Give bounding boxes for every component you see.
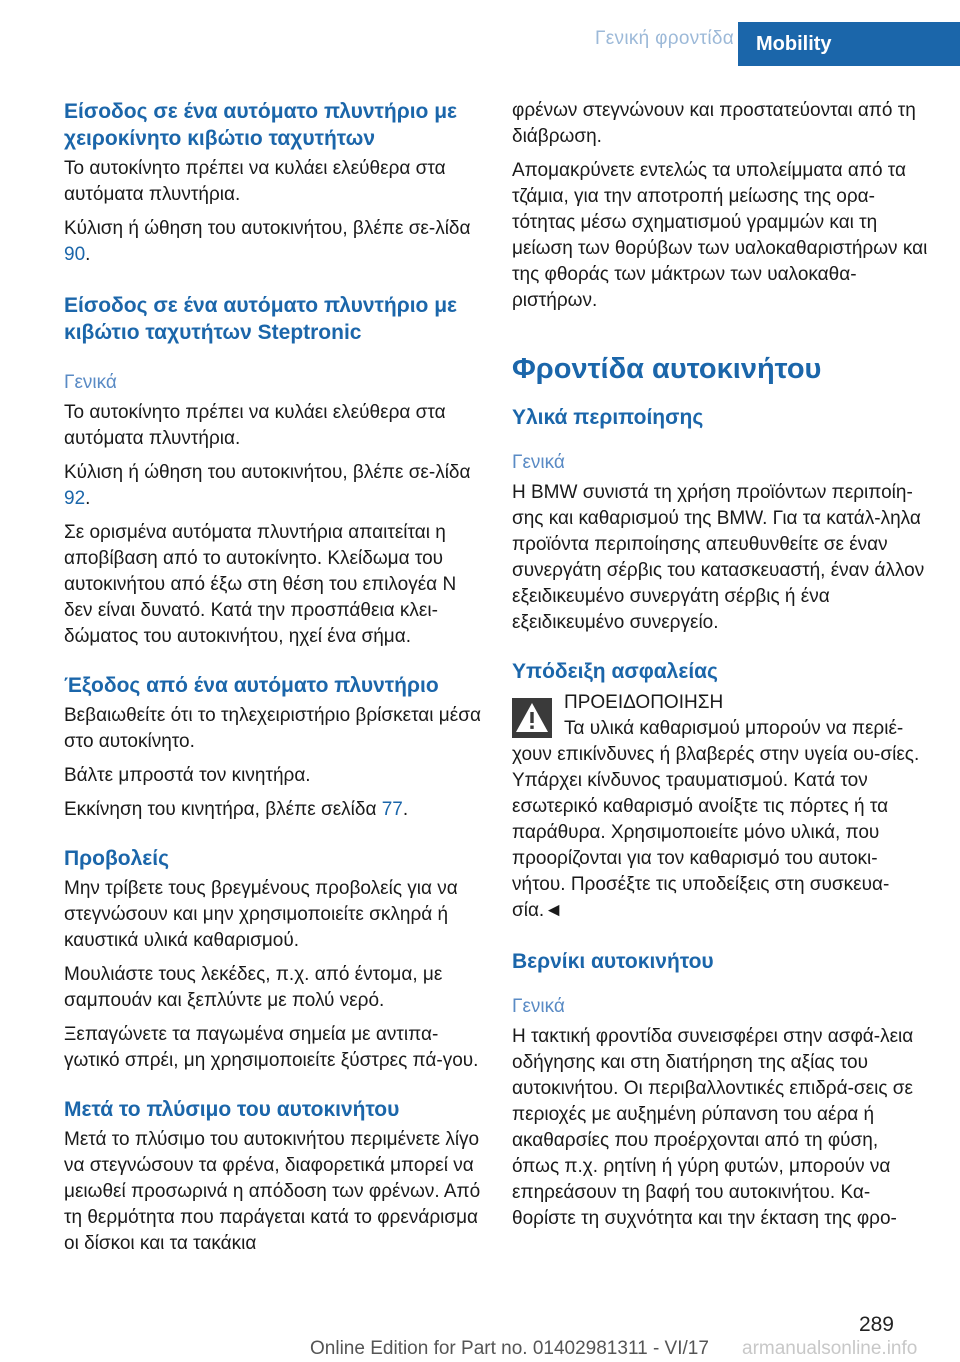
- paragraph: Κύλιση ή ώθηση του αυτοκινήτου, βλέπε σε-λίδα 90.: [64, 218, 471, 265]
- paragraph: Το αυτοκίνητο πρέπει να κυλάει ελεύθερα στα αυτόματα πλυντήρια.: [64, 402, 446, 449]
- paragraph: Σε ορισμένα αυτόματα πλυντήρια απαιτείται η αποβίβαση από το αυτοκίνητο. Κλείδωμα του αυτοκινήτου από έξω στη θέση του επιλογέα N δεν είναι δυνατό. Κατά την προσπάθεια κλει-δώματος του αυτοκινήτου, ηχεί ένα σήμα.: [64, 522, 457, 647]
- ref-text: Κύλιση ή ώθηση του αυτοκινήτου, βλέπε σε-λίδα: [64, 218, 471, 239]
- watermark: armanualsonline.info: [742, 1338, 918, 1359]
- paragraph: Το αυτοκίνητο πρέπει να κυλάει ελεύθερα στα αυτόματα πλυντήρια.: [64, 158, 446, 205]
- paragraph: Ξεπαγώνετε τα παγωμένα σημεία με αντιπα-γωτικό σπρέι, μη χρησιμοποιείτε ξύστρες πά-γου.: [64, 1024, 479, 1071]
- ref-text: Εκκίνηση του κινητήρα, βλέπε σελίδα: [64, 799, 382, 820]
- warning-text-first: Τα υλικά καθαρισμού μπορούν να περιέ-: [564, 718, 904, 739]
- right-column: [512, 98, 930, 1232]
- heading-headlights: Προβολείς: [64, 847, 170, 870]
- page-link-77[interactable]: 77: [381, 799, 403, 820]
- page-number: 289: [858, 1313, 894, 1336]
- paragraph: Μετά το πλύσιμο του αυτοκινήτου περιμένετε λίγο να στεγνώσουν τα φρένα, διαφορετικά μπορεί να μειωθεί προσωρινά η απόδοση των φρένων. Από τη θερμότητα που παράγεται κατά το φρενάρισμα οι δίσκοι και τα τακάκια: [64, 1129, 481, 1254]
- subheading-general: Γενικά: [512, 452, 565, 473]
- heading-manual-gearbox-wash: Είσοδος σε ένα αυτόματο πλυντήριο με χειροκίνητο κιβώτιο ταχυτήτων: [64, 100, 458, 150]
- heading-paint: Βερνίκι αυτοκινήτου: [512, 950, 714, 973]
- warning-title: ΠΡΟΕΙΔΟΠΟΙΗΣΗ: [564, 692, 724, 713]
- paragraph: φρένων στεγνώνουν και προστατεύονται από τη διάβρωση.: [512, 100, 916, 147]
- ref-text: Κύλιση ή ώθηση του αυτοκινήτου, βλέπε σε-λίδα: [64, 462, 471, 483]
- heading-after-wash: Μετά το πλύσιμο του αυτοκινήτου: [64, 1098, 400, 1121]
- warning-text: χουν επικίνδυνες ή βλαβερές στην υγεία ου-σίες. Υπάρχει κίνδυνος τραυματισμού. Κατά τον εσωτερικό καθαρισμό ανοίξτε τις πόρτες ή τα παράθυρα. Χρησιμοποιείτε μόνο υλικά, που προορίζονται για τον καθαρισμό του αυτοκι-νήτου. Προσέξτε τις υποδείξεις στη συσκευα-σία.◄: [512, 744, 920, 921]
- paragraph: Βεβαιωθείτε ότι το τηλεχειριστήριο βρίσκεται μέσα στο αυτοκίνητο.: [64, 705, 481, 752]
- heading-steptronic-wash: Είσοδος σε ένα αυτόματο πλυντήριο με κιβώτιο ταχυτήτων Steptronic: [64, 294, 458, 344]
- paragraph: Εκκίνηση του κινητήρα, βλέπε σελίδα 77.: [64, 799, 409, 820]
- heading-exit-wash: Έξοδος από ένα αυτόματο πλυντήριο: [64, 674, 439, 697]
- heading-care-products: Υλικά περιποίησης: [512, 406, 704, 429]
- page-link-90[interactable]: 90: [64, 244, 86, 265]
- heading-safety-note: Υπόδειξη ασφαλείας: [512, 660, 718, 683]
- paragraph: Η BMW συνιστά τη χρήση προϊόντων περιποίη-σης και καθαρισμού της BMW. Για τα κατάλ-ληλα προϊόντα περιποίησης απευθυνθείτε σε έναν συνεργάτη σέρβις του κατασκευαστή, έναν άλλον εξειδικευμένο συνεργάτη σέρβις ή ένα εξειδικευμένο συνεργείο.: [512, 482, 925, 633]
- left-column: [64, 98, 482, 1257]
- chapter-tab[interactable]: Mobility: [738, 22, 960, 66]
- section-tab[interactable]: Γενική φροντίδα: [595, 28, 734, 49]
- page-footer: [0, 1313, 960, 1362]
- paragraph: Βάλτε μπροστά τον κινητήρα.: [64, 765, 311, 786]
- page-link-92[interactable]: 92: [64, 488, 86, 509]
- warning-triangle-icon: [512, 698, 552, 738]
- paragraph: Η τακτική φροντίδα συνεισφέρει στην ασφά-λεια οδήγησης και στη διατήρηση της αξίας του αυτοκινήτου. Οι περιβαλλοντικές επιδρά-σεις σε περιοχές με αυξημένη ρύπανση του αέρα ή ακαθαρσίες που προέρχονται από τη φύση, όπως π.χ. ρητίνη ή γύρη φυτών, μπορούν να επηρεάσουν τη βαφή του αυτοκινήτου. Κα-θορίστε τη συχνότητα και την έκταση της φρο-: [512, 1026, 914, 1229]
- subheading-general: Γενικά: [512, 996, 565, 1017]
- paragraph: Μην τρίβετε τους βρεγμένους προβολείς για να στεγνώσουν και μην χρησιμοποιείτε σκληρά ή καυστικά υλικά καθαρισμού.: [64, 878, 458, 951]
- edition-text: Online Edition for Part no. 01402981311 - VI/17: [310, 1338, 709, 1359]
- subheading-general: Γενικά: [64, 372, 117, 393]
- heading-vehicle-care: Φροντίδα αυτοκινήτου: [512, 353, 822, 385]
- paragraph: Κύλιση ή ώθηση του αυτοκινήτου, βλέπε σε-λίδα 92.: [64, 462, 471, 509]
- paragraph: Μουλιάστε τους λεκέδες, π.χ. από έντομα, με σαμπουάν και ξεπλύντε με πολύ νερό.: [64, 964, 443, 1011]
- page-header: [0, 0, 960, 66]
- paragraph: Απομακρύνετε εντελώς τα υπολείμματα από τα τζάμια, για την αποτροπή μείωσης της ορα-τότητας μέσω σχηματισμού γραμμών και τη μείωση των θορύβων των υαλοκαθαριστήρων και της φθοράς των μάκτρων των υαλοκαθα-ριστήρων.: [512, 160, 928, 311]
- warning-box: [512, 690, 930, 924]
